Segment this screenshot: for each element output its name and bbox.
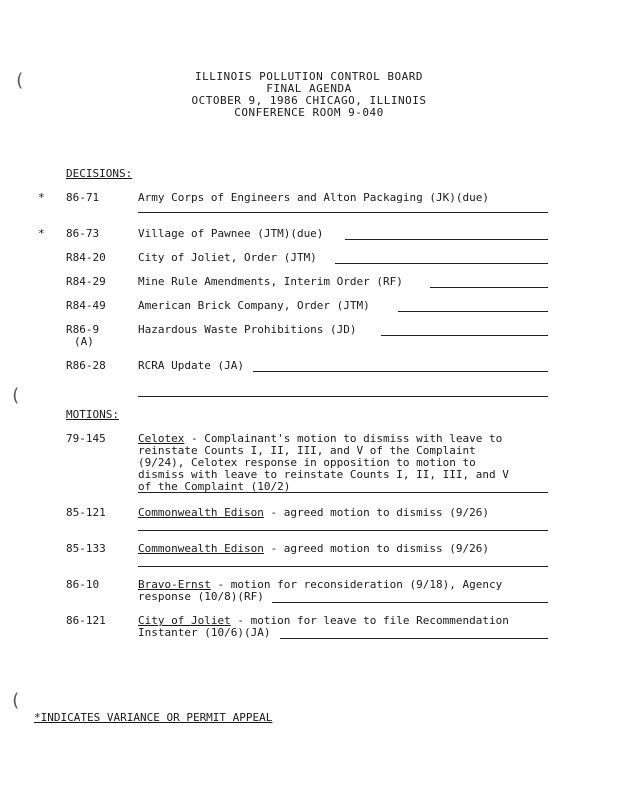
rule-line [138, 566, 548, 567]
header-date-location: OCTOBER 9, 1986 CHICAGO, ILLINOIS [191, 94, 427, 107]
description-line: - agreed motion to dismiss (9/26) [263, 506, 490, 519]
scan-mark: ( [10, 385, 21, 406]
decisions-heading: DECISIONS: [66, 167, 133, 180]
item-description: Hazardous Waste Prohibitions (JD) [138, 323, 357, 336]
party-name: Celotex [138, 432, 185, 445]
rule-line [345, 239, 548, 240]
docket-number: 85-133 [66, 542, 106, 555]
rule-line [430, 287, 548, 288]
party-name: Bravo-Ernst [138, 578, 211, 591]
item-description [138, 615, 548, 639]
docket-number: R84-49 [66, 299, 106, 312]
description-line: (9/24), Celotex response in opposition to motion to [138, 456, 476, 469]
docket-number: R86-9 [66, 323, 100, 336]
description-line: - motion for leave to file Recommendation [230, 614, 509, 627]
description-line: - motion for reconsideration (9/18), Agency [210, 578, 503, 591]
description-line: - Complainant's motion to dismiss with leave to [184, 432, 503, 445]
rule-line [253, 371, 548, 372]
item-description [138, 543, 548, 555]
rule-line [381, 335, 548, 336]
docket-number: 86-71 [66, 191, 100, 204]
item-description [138, 433, 548, 493]
rule-line [138, 396, 548, 397]
description-line: Instanter (10/6)(JA) [138, 626, 271, 639]
rule-line [398, 311, 548, 312]
docket-number: R86-28 [66, 359, 106, 372]
rule-line [138, 492, 548, 493]
docket-number: R84-20 [66, 251, 106, 264]
variance-star: * [38, 227, 45, 240]
description-line: response (10/8)(RF) [138, 590, 264, 603]
description-line: of the Complaint (10/2) [138, 480, 291, 493]
scan-mark: ( [10, 690, 21, 711]
rule-line [335, 263, 548, 264]
motions-heading: MOTIONS: [66, 408, 119, 421]
item-description: RCRA Update (JA) [138, 359, 244, 372]
description-line: reinstate Counts I, II, III, and V of the Complaint [138, 444, 476, 457]
header-subtitle: FINAL AGENDA [266, 82, 352, 95]
scan-mark: ( [14, 70, 25, 91]
party-name: Commonwealth Edison [138, 506, 264, 519]
variance-star: * [38, 191, 45, 204]
description-line: - agreed motion to dismiss (9/26) [263, 542, 490, 555]
item-description: Village of Pawnee (JTM)(due) [138, 227, 324, 240]
footer-note: *INDICATES VARIANCE OR PERMIT APPEAL [34, 711, 273, 724]
item-description: City of Joliet, Order (JTM) [138, 251, 317, 264]
item-description [138, 507, 548, 519]
party-name: City of Joliet [138, 614, 231, 627]
docket-number: 86-10 [66, 578, 100, 591]
docket-number: 85-121 [66, 506, 106, 519]
item-description: Mine Rule Amendments, Interim Order (RF) [138, 275, 403, 288]
rule-line [138, 530, 548, 531]
docket-number: 86-73 [66, 227, 100, 240]
item-description: American Brick Company, Order (JTM) [138, 299, 370, 312]
rule-line [280, 638, 548, 639]
docket-suffix: (A) [74, 335, 94, 348]
description-line: dismiss with leave to reinstate Counts I, II, III, and V [138, 468, 509, 481]
rule-line [138, 212, 548, 213]
docket-number: R84-29 [66, 275, 106, 288]
item-description: Army Corps of Engineers and Alton Packaging (JK)(due) [138, 191, 489, 204]
header-room: CONFERENCE ROOM 9-040 [234, 106, 384, 119]
docket-number: 86-121 [66, 614, 106, 627]
docket-number: 79-145 [66, 432, 106, 445]
rule-line [272, 602, 548, 603]
header-title: ILLINOIS POLLUTION CONTROL BOARD [195, 70, 423, 83]
item-description [138, 579, 548, 603]
party-name: Commonwealth Edison [138, 542, 264, 555]
